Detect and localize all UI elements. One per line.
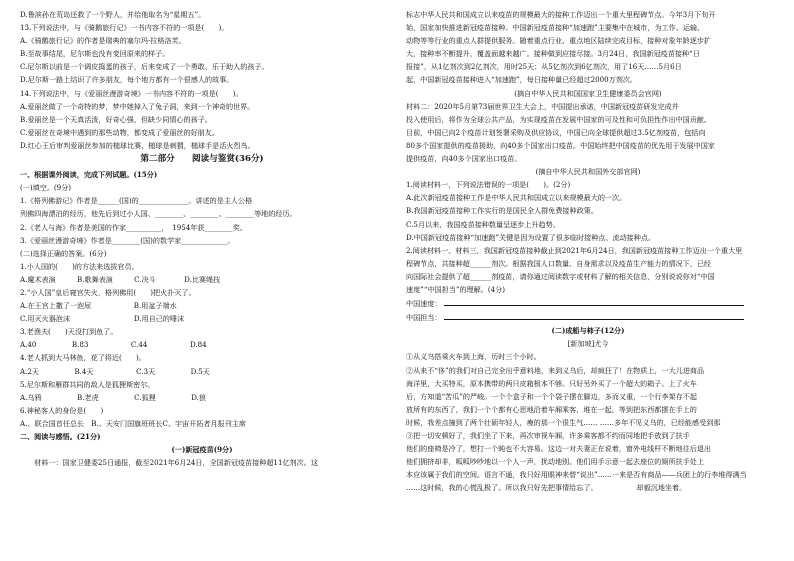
- story-line: ……这时候，我的心慌乱极了。所以我只好先把事情给忘了。 却毅沉地坐着。: [406, 483, 687, 493]
- material-one-line: 大，接种率不断提升，覆盖面越来越广。接种做到应接尽接。3月24日，我国新冠疫苗接种“日: [406, 49, 700, 59]
- fill-blank-line: 1.《格列佛游记》作者是______(国)的______________。讲述的是主人公格: [20, 196, 253, 206]
- story-line: 时候，我差点撞到了两个壮硕年轻人，瘦的那一个很生气…… ……多年不见义乌的，已经能感受到那: [406, 417, 721, 427]
- material-one-line: 报接”，从1亿剂次到2亿剂次，用时25天；从5亿剂次到6亿剂次，用了16天……5月6日: [406, 62, 682, 72]
- fill-blank-questions: [20, 194, 384, 246]
- question-line: 向国际社会提供了超______剂疫苗，请你通过阅读数字或材料了解的相关信息，分别说说你对“中国: [406, 271, 715, 281]
- choice-line: 4.老人抓到大马林鱼，花了将近( )。: [20, 353, 146, 363]
- question-line: 2.阅读材料一、材料三，我国新冠疫苗接种截止到2021年6月24日，我国新冠疫苗接种工作迈出一个重大里: [406, 245, 743, 255]
- section-one-heading: 一、根据课外阅读，完成下列试题。(15分): [20, 170, 158, 180]
- material-one-line: 标志中华人民共和国成立以来疫苗的规模最大的接种工作迈出一个重大里程碑节点。今年3月下旬开: [406, 10, 716, 19]
- question-line: B.爱丽丝是一个天真活泼，好奇心强，但缺少同情心的孩子。: [20, 114, 212, 124]
- china-speed-blank[interactable]: [444, 296, 744, 306]
- section-two-heading: 二、阅读与感悟。(21分): [20, 432, 101, 441]
- choice-line: A.魔术表演 B.歌舞表演 C.决斗 D.比赛绳技: [20, 274, 221, 284]
- choice-line: C.用灭火器泡沫 D.用自己的唾沫: [20, 314, 185, 324]
- story-line: 海洋里，大买特买，原本携带的两只皮箱根本不够。只好另外买了一个超大的箱子。上了火车: [406, 378, 697, 388]
- choice-line: A.、联合国首任总长 B.、天安门国旗班班长C、宇宙开拓者月报刊主席: [20, 418, 246, 428]
- question-line: D.中国新冠疫苗接种“加速跑”关键是因为设置了很多临时接种点、流动接种点。: [406, 232, 656, 242]
- material-one-line: 起，中国新冠疫苗接种进入“加速跑”，每日接种量已经超过2000万剂次。: [406, 75, 638, 85]
- question-line: 14.下列说法中，与《爱丽丝漫游奇境》一书内容不符的一项是( )。: [20, 88, 243, 98]
- question-line: C.尼尔斯以前是一个调皮捣蛋的孩子，后来变成了一个勇敢、乐于助人的孩子。: [20, 62, 269, 72]
- reading-two-title: (二)成船与柿子(12分): [551, 326, 625, 336]
- choice-line: A.乌鸦 B.老虎 C.狐狸 D.狼: [20, 392, 207, 402]
- fill-blank-line: 2.《老人与海》作者是美国的作家__________， 1954年获________奖。: [20, 222, 247, 232]
- fill-blank-heading: (一)填空。(9分): [20, 183, 72, 193]
- material-one-text: [406, 8, 770, 87]
- choice-line: 5.尼尔斯和雁群共同的敌人是狐狸斯密尔。: [20, 379, 155, 389]
- choice-line: A.2天 B.4天 C.3天 D.5天: [20, 366, 210, 376]
- choice-line: 1.小人国的( )的方法来选拔官员。: [20, 261, 139, 271]
- fill-blank-line: 列佛四海漂泊的经历，他先后到过小人国、________、________、________等地的经历。: [20, 209, 297, 219]
- story-line: 他们拥挤却非，呱呱吵吵地以一个人一声，扰动地别。他们用手示意一起去座位的厕所扶手处上: [406, 457, 704, 467]
- question-line: A.爱丽丝做了一个奇特的梦，梦中她掉入了兔子洞，来到一个神奇的世界。: [20, 101, 255, 111]
- question-line: C.5月以来，我国疫苗接种数量呈逐步上升趋势。: [406, 219, 560, 229]
- material-two-line: 目前，中国已向2个疫苗计划签署采购及供应协议，中国已向全球提供超过3.5亿剂疫苗，包括向: [406, 127, 706, 137]
- choice-questions: [20, 260, 384, 430]
- source-note-two: (摘自中华人民共和国外交部官网): [535, 167, 641, 177]
- question-line: 13.下列说法中，与《骑鹅旅行记》一书内容不符的一项是( )。: [20, 23, 229, 33]
- fill-blank-line: 3.《爱丽丝漫游奇境》作者是________(国)的数学家_____________。: [20, 235, 235, 245]
- choice-line: 6.神秘客人的身份是( ): [20, 405, 104, 415]
- question-line: C.爱丽丝在奇境中遇到的那些动物，都变成了爱丽丝的好朋友。: [20, 127, 219, 137]
- china-duty-answer-line[interactable]: [406, 310, 770, 324]
- reading-one-title: (一)新冠疫苗(9分): [171, 445, 233, 455]
- part-two-title: 第二部分 阅读与鉴赏(36分): [140, 154, 264, 165]
- story-line: ①从义乌搭乘火车到上海，历时三个小时。: [406, 352, 541, 362]
- story-line: ②从来不“侈”的我们对自己完全出乎意料地，来到义乌后，却疯狂了！在物质上，一大儿进商品: [406, 365, 705, 375]
- story-line: 本应该属于我们的空间。语言不通，我只好用眼神来替“说出”……一来是否有商品——兵团上的行李堆得满当: [406, 470, 747, 480]
- choice-line: 2.“小人国”皇后寝宫失火，格列佛用( )把火扑灭了。: [20, 287, 196, 297]
- china-speed-answer-line[interactable]: [406, 296, 770, 310]
- material-one-line: 动物等等行业的重点人群提供服务。随着重点行业、重点地区陆续完成目标，接种对象年龄逐步扩: [406, 36, 712, 46]
- material-two-line: 提供疫苗，向40多个国家出口疫苗。: [406, 154, 522, 164]
- story-text: [406, 350, 770, 494]
- choice-line: 3.老渔夫( )天没打到鱼了。: [20, 327, 118, 337]
- material-two-line: 投入使用后，将作为全球公共产品，为实现疫苗在发展中国家的可及性和可负担性作出中国贡献。: [406, 114, 712, 124]
- choice-line: A.在王宫上撒了一泡尿 B.用盆子端水: [20, 301, 177, 311]
- story-line: ③把一切安顿好了，我们坐了下来，再次审视车厢，许多乘客都不约而同地把手放到了扶手: [406, 431, 690, 440]
- question-line: A.《骑鹅旅行记》的作者是瑞典的塞尔玛·拉格洛芙。: [20, 36, 186, 46]
- story-line: 他们的座椅是冷了，想打一个盹也不大容易。这边一对夫妻正在说着，窗外电线杆不断地往后退出: [406, 444, 712, 454]
- material-two-line: 80多个国家提供的疫苗援助，向40多个国家出口疫苗。中国始终把中国疫苗的优先用于发展中国家: [406, 140, 715, 150]
- china-duty-label: 中国担当：: [406, 313, 442, 323]
- source-note-one: (摘自中华人民共和国国家卫生健康委员会官网): [514, 88, 662, 98]
- china-speed-label: 中国速度：: [406, 299, 442, 309]
- story-author: [新加坡]尤今: [567, 339, 609, 349]
- left-column: [20, 8, 384, 469]
- question-line: D.尼尔斯一路上结识了许多朋友，每个地方都有一个很感人的故事。: [20, 75, 234, 85]
- reading-questions: [406, 178, 770, 296]
- question-line: B.我国新冠疫苗接种工作实行的是国民全人群免费接种政策。: [406, 206, 598, 216]
- material-one-start: 材料一：国家卫健委25日通报，截至2021年6月24日，全国新冠疫苗接种超11亿剂次。这: [34, 458, 318, 468]
- question-line: 程碑节点，共接种超______剂次。根据我国人口数量、自身需求以及疫苗生产能力的情况下，已经: [406, 258, 712, 268]
- question-block-13-14: [20, 8, 384, 152]
- material-two-text: [406, 100, 770, 165]
- choice-line: A.40 B.83 C.44 D.84: [20, 340, 207, 350]
- choice-heading: (二)选择正确的答案。(6分): [20, 248, 107, 258]
- question-line: 速度”“中国担当”的理解。(4分): [406, 284, 505, 294]
- question-line: D.红心王后审判爱丽丝参加的槌球比赛，槌球是刺猬，槌球手是活火烈鸟。: [20, 140, 255, 150]
- material-two-line: 材料二：2020年5月第73届世界卫生大会上，中国提出承诺，中国新冠疫苗研发完成并: [406, 101, 679, 111]
- question-line: A.此次新冠疫苗接种工作是中华人民共和国成立以来规模最大的一次。: [406, 193, 627, 203]
- question-line: 1.阅读材料一，下列说法错误的一项是( )。(2分): [406, 180, 571, 190]
- material-one-line: 始，国家加快推进新冠疫苗接种。中国新冠疫苗接种“加速跑”主要集中在城市，为工作、运输、: [406, 23, 705, 33]
- question-line: D.鲁滨孙在荒岛还救了一个野人，并给他取名为“星期五”。: [20, 10, 206, 19]
- story-line: 放所有的东西了，我们一个个都有心思地沿着车厢乘客，堆在一起，等到把东西都摆在手上的: [406, 404, 697, 414]
- china-duty-blank[interactable]: [444, 310, 744, 320]
- right-column: [406, 8, 770, 494]
- story-line: 后，方知道“苦瓜”的严峻。一个个盒子和一个个袋子摆在脚边，多而又重，一个行李架存不起: [406, 391, 698, 401]
- question-line: B.至故事结尾，尼尔斯也没有变回原来的样子。: [20, 49, 170, 59]
